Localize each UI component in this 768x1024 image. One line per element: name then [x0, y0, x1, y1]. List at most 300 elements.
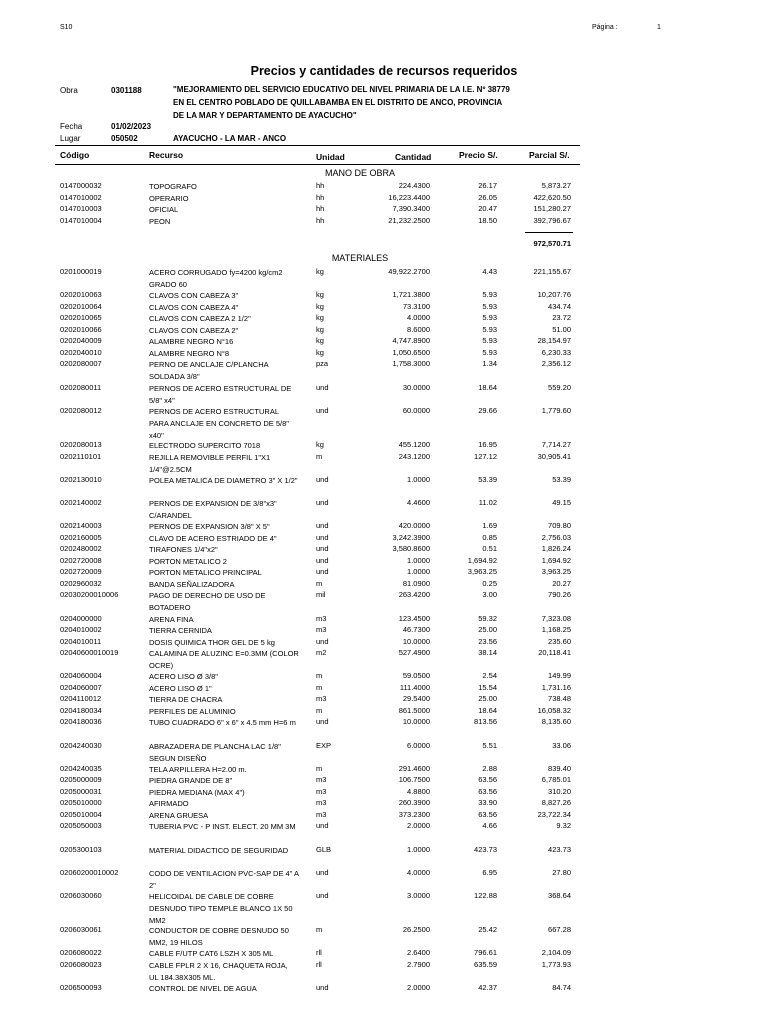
resource-price: 796.61 — [474, 948, 497, 958]
resource-code: 0202080007 — [60, 359, 102, 369]
resource-partial: 6,785.01 — [541, 775, 571, 785]
resource-partial: 30,905.41 — [537, 451, 571, 461]
resource-description: PERNOS DE ACERO ESTRUCTURAL PARA ANCLAJE EN CONCRETO DE 5/8" x40" — [149, 406, 289, 440]
resource-description: BANDA SEÑALIZADORA — [149, 579, 235, 589]
resource-description: OPERARIO — [149, 193, 189, 203]
resource-price: 2.88 — [482, 763, 497, 773]
resource-unit: m3 — [316, 613, 327, 623]
resource-description: PERNOS DE EXPANSION 3/8" X 5" — [149, 522, 270, 532]
resource-price: 38.14 — [478, 648, 497, 658]
resource-code: 0202040009 — [60, 336, 102, 346]
resource-unit: und — [316, 521, 329, 531]
obra-label: Obra — [60, 86, 78, 95]
resource-quantity: 224.4300 — [398, 181, 430, 190]
resource-description: CLAVOS CON CABEZA 4" — [149, 302, 239, 312]
resource-unit: und — [316, 544, 329, 554]
resource-quantity: 861.5000 — [398, 705, 430, 715]
resource-code: 0204110012 — [60, 694, 102, 704]
lugar-code: 050502 — [111, 134, 138, 143]
col-precio: Precio S/. — [459, 150, 498, 160]
resource-partial: 221,155.67 — [533, 267, 571, 276]
resource-unit: und — [316, 532, 329, 542]
resource-partial: 23.72 — [552, 313, 571, 323]
resource-code: 0205300103 — [60, 844, 102, 854]
resource-description: TUBERIA PVC - P INST. ELECT. 20 MM 3M — [149, 822, 296, 832]
resource-unit: kg — [316, 313, 324, 323]
resource-price: 127.12 — [474, 451, 497, 461]
resource-code: 0206030061 — [60, 925, 102, 935]
resource-unit: m3 — [316, 625, 327, 635]
resource-unit: und — [316, 890, 329, 900]
resource-partial: 434.74 — [548, 301, 571, 311]
resource-description: ELECTRODO SUPERCITO 7018 — [149, 441, 261, 451]
resource-description: CLAVOS CON CABEZA 3" — [149, 291, 239, 301]
resource-description: ALAMBRE NEGRO N°16 — [149, 337, 234, 347]
resource-quantity: 26.2500 — [402, 925, 430, 935]
resource-price: 25.00 — [478, 694, 497, 704]
resource-price: 25.42 — [478, 925, 497, 935]
resource-quantity: 4.0000 — [407, 313, 430, 323]
resource-price: 63.56 — [478, 786, 497, 796]
resource-code: 0202480002 — [60, 544, 102, 554]
resource-quantity: 111.4000 — [399, 682, 430, 692]
resource-price: 2.54 — [482, 671, 497, 681]
resource-unit: und — [316, 636, 329, 646]
resource-quantity: 243.1200 — [398, 451, 430, 461]
resource-unit: kg — [316, 347, 324, 357]
obra-code: 0301188 — [111, 86, 142, 95]
resource-unit: m3 — [316, 809, 327, 819]
resource-partial: 839.40 — [548, 763, 571, 773]
header-bottom-rule — [55, 164, 580, 165]
resource-code: 0204010002 — [60, 625, 102, 635]
fecha-value: 01/02/2023 — [111, 122, 152, 131]
section-materiales: MATERIALES — [331, 253, 389, 263]
resource-description: PORTON METALICO 2 — [149, 556, 227, 566]
resource-quantity: 1.0000 — [407, 474, 430, 484]
resource-unit: rll — [316, 960, 322, 969]
resource-quantity: 527.4900 — [398, 648, 430, 658]
resource-price: 4.43 — [482, 267, 497, 276]
resource-quantity: 1,721.3800 — [392, 290, 430, 300]
resource-code: 0206080023 — [60, 960, 102, 969]
resource-quantity: 373.2300 — [398, 809, 430, 819]
resource-code: 0205010004 — [60, 809, 102, 819]
resource-unit: kg — [316, 336, 324, 346]
resource-partial: 235.60 — [548, 636, 571, 646]
resource-code: 0147010002 — [60, 192, 102, 202]
resource-quantity: 30.0000 — [402, 382, 430, 392]
resource-partial: 8,135.60 — [541, 717, 571, 727]
resource-unit: kg — [316, 267, 324, 276]
resource-code: 0202010065 — [60, 313, 102, 323]
resource-partial: 667.28 — [548, 925, 571, 935]
resource-partial: 392,796.67 — [533, 215, 571, 225]
resource-code: 0206500093 — [60, 983, 102, 993]
resource-unit: m3 — [316, 798, 327, 808]
resource-code: 0204060007 — [60, 682, 102, 692]
resource-description: PIEDRA MEDIANA (MAX 4") — [149, 787, 245, 797]
resource-unit: kg — [316, 440, 324, 450]
resource-unit: pza — [316, 359, 329, 369]
resource-code: 0204240030 — [60, 740, 102, 750]
resource-unit: m — [316, 578, 323, 588]
resource-price: 26.17 — [478, 181, 497, 190]
resource-description: CLAVOS CON CABEZA 2 1/2" — [149, 314, 251, 324]
section-mano-de-obra: MANO DE OBRA — [324, 168, 395, 178]
resource-unit: und — [316, 382, 329, 392]
resource-unit: und — [316, 867, 329, 877]
resource-partial: 2,356.12 — [541, 359, 571, 369]
resource-price: 15.54 — [478, 682, 497, 692]
resource-partial: 23,722.34 — [537, 809, 571, 819]
resource-partial: 2,104.09 — [541, 948, 571, 958]
resource-partial: 20,118.41 — [538, 648, 571, 658]
resource-unit: m — [316, 763, 323, 773]
resource-unit: kg — [316, 290, 324, 300]
resource-partial: 49.15 — [552, 498, 571, 507]
resource-unit: hh — [316, 181, 325, 190]
resource-partial: 53.39 — [552, 474, 571, 484]
resource-code: 0202140003 — [60, 521, 102, 531]
resource-code: 0204010011 — [60, 636, 102, 646]
resource-quantity: 49,922.2700 — [388, 267, 430, 276]
resource-quantity: 46.7300 — [402, 625, 430, 635]
resource-code: 0202960032 — [60, 578, 102, 588]
resource-description: MATERIAL DIDACTICO DE SEGURIDAD — [149, 845, 289, 855]
lugar-label: Lugar — [60, 134, 81, 143]
resource-description: CLAVOS CON CABEZA 2" — [149, 325, 239, 335]
header-top-rule — [55, 145, 580, 146]
lugar-description: AYACUCHO - LA MAR - ANCO — [173, 134, 287, 143]
resource-quantity: 1,050.6500 — [392, 347, 430, 357]
resource-quantity: 123.4500 — [398, 613, 430, 623]
resource-unit: GLB — [316, 844, 332, 854]
resource-code: 02060200010002 — [60, 867, 119, 877]
resource-description: ACERO CORRUGADO fy=4200 kg/cm2 GRADO 60 — [149, 268, 283, 289]
resource-code: 0202720008 — [60, 555, 102, 565]
resource-price: 25.00 — [478, 625, 497, 635]
resource-description: CODO DE VENTILACION PVC-SAP DE 4" A 2" — [149, 868, 299, 890]
resource-price: 11.02 — [478, 498, 497, 507]
resource-description: TOPOGRAFO — [149, 182, 197, 191]
resource-quantity: 1,758.3000 — [392, 359, 430, 369]
resource-quantity: 3.0000 — [407, 890, 430, 900]
resource-code: 0147010003 — [60, 204, 102, 214]
resource-quantity: 4.4600 — [407, 498, 430, 507]
resource-unit: und — [316, 567, 329, 577]
resource-quantity: 73.3100 — [402, 301, 430, 311]
resource-price: 53.39 — [478, 474, 497, 484]
resource-partial: 423.73 — [548, 844, 571, 854]
resource-price: 20.47 — [478, 204, 497, 214]
col-parcial: Parcial S/. — [529, 150, 570, 160]
resource-description: PERNOS DE EXPANSION DE 3/8"x3" C/ARANDEL — [149, 499, 277, 520]
col-unidad: Unidad — [316, 152, 345, 162]
resource-quantity: 16,223.4400 — [388, 192, 430, 202]
resource-partial: 709.80 — [548, 521, 571, 531]
resource-description: PEON — [149, 216, 171, 226]
resource-quantity: 4.8800 — [407, 786, 430, 796]
resource-quantity: 81.0900 — [402, 578, 430, 588]
resource-description: ALAMBRE NEGRO N°8 — [149, 348, 230, 358]
page-label: Página : — [592, 24, 618, 31]
fecha-label: Fecha — [60, 122, 83, 131]
resource-quantity: 60.0000 — [402, 405, 430, 415]
resource-price: 5.93 — [482, 313, 497, 323]
resource-quantity: 29.5400 — [402, 694, 430, 704]
resource-partial: 16,058.32 — [537, 705, 571, 715]
resource-quantity: 4.0000 — [407, 867, 430, 877]
resource-partial: 1,694.92 — [541, 555, 571, 565]
page-title: Precios y cantidades de recursos requeridos — [250, 64, 518, 78]
resource-quantity: 455.1200 — [398, 440, 430, 450]
resource-code: 0202130010 — [60, 474, 102, 484]
resource-unit: m2 — [316, 648, 327, 658]
resource-partial: 559.20 — [548, 382, 571, 392]
resource-quantity: 6.0000 — [407, 740, 430, 750]
resource-quantity: 260.3900 — [398, 798, 430, 808]
resource-description: CABLE F/UTP CAT6 LSZH X 305 ML — [149, 949, 274, 959]
resource-code: 0202720009 — [60, 567, 102, 577]
resource-code: 02030200010006 — [60, 590, 119, 600]
resource-partial: 1,826.24 — [541, 544, 571, 554]
resource-quantity: 291.4600 — [398, 763, 430, 773]
resource-price: 122.88 — [474, 890, 497, 900]
resource-quantity: 1.0000 — [407, 567, 430, 577]
resource-partial: 7,323.08 — [541, 613, 571, 623]
resource-code: 0147010004 — [60, 215, 102, 225]
resource-unit: und — [316, 498, 329, 507]
resource-quantity: 7,390.3400 — [392, 204, 430, 214]
resource-quantity: 3,242.3900 — [392, 532, 430, 542]
resource-description: ACERO LISO Ø 1" — [149, 683, 212, 693]
resource-description: TUBO CUADRADO 6" x 6" x 4.5 mm H=6 m — [149, 718, 296, 728]
resource-unit: m — [316, 682, 323, 692]
resource-partial: 28,154.97 — [537, 336, 571, 346]
resource-quantity: 3,580.8600 — [392, 544, 430, 554]
resource-description: ARENA FINA — [149, 614, 194, 624]
resource-code: 0205050003 — [60, 821, 102, 831]
resource-quantity: 106.7500 — [398, 775, 430, 785]
resource-partial: 1,779.60 — [541, 405, 571, 415]
resource-price: 23.56 — [478, 636, 497, 646]
resource-price: 5.51 — [482, 740, 497, 750]
resource-partial: 790.26 — [548, 590, 571, 600]
resource-description: AFIRMADO — [149, 799, 189, 809]
resource-unit: rll — [316, 948, 322, 958]
resource-quantity: 21,232.2500 — [388, 215, 430, 225]
resource-description: OFICIAL — [149, 205, 179, 215]
resource-description: TIERRA CERNIDA — [149, 626, 212, 636]
resource-partial: 3,963.25 — [541, 567, 571, 577]
resource-price: 63.56 — [478, 775, 497, 785]
resource-code: 0204240035 — [60, 763, 102, 773]
col-codigo: Código — [60, 150, 90, 160]
resource-description: HELICOIDAL DE CABLE DE COBRE DESNUDO TIPO TEMPLE BLANCO 1X 50 MM2 — [149, 891, 293, 925]
resource-price: 16.95 — [478, 440, 497, 450]
resource-price: 5.93 — [482, 347, 497, 357]
resource-description: TIRAFONES 1/4"x2" — [149, 545, 218, 555]
resource-price: 0.51 — [482, 544, 497, 554]
resource-description: PIEDRA GRANDE DE 8" — [149, 776, 233, 786]
resource-partial: 1,168.25 — [541, 625, 571, 635]
resource-partial: 27.80 — [552, 867, 571, 877]
resource-description: ARENA GRUESA — [149, 810, 209, 820]
resource-code: 0147000032 — [60, 181, 102, 190]
resource-partial: 310.20 — [548, 786, 571, 796]
resource-quantity: 8.6000 — [407, 324, 430, 334]
resource-price: 5.93 — [482, 301, 497, 311]
resource-price: 18.64 — [478, 705, 497, 715]
col-recurso: Recurso — [149, 150, 184, 160]
resource-quantity: 10.0000 — [402, 717, 430, 727]
resource-description: TIERRA DE CHACRA — [149, 695, 223, 705]
resource-unit: m3 — [316, 775, 327, 785]
resource-quantity: 10.0000 — [402, 636, 430, 646]
report-code: S10 — [60, 24, 73, 31]
resource-unit: m — [316, 925, 323, 935]
resource-code: 0206080022 — [60, 948, 102, 958]
resource-price: 635.59 — [474, 960, 497, 969]
resource-code: 0202160005 — [60, 532, 102, 542]
resource-quantity: 420.0000 — [398, 521, 430, 531]
resource-description: DOSIS QUIMICA THOR GEL DE 5 kg — [149, 637, 275, 647]
resource-code: 0206030060 — [60, 890, 102, 900]
resource-partial: 422,620.50 — [533, 192, 571, 202]
resource-price: 59.32 — [478, 613, 497, 623]
resource-unit: hh — [316, 215, 325, 225]
resource-price: 1.34 — [482, 359, 497, 369]
resource-code: 0204000000 — [60, 613, 102, 623]
resource-price: 26.05 — [478, 192, 497, 202]
resource-code: 0202080012 — [60, 405, 102, 415]
resource-quantity: 2.7900 — [407, 960, 430, 969]
resource-price: 42.37 — [478, 983, 497, 993]
resource-price: 6.95 — [482, 867, 497, 877]
resource-partial: 7,714.27 — [541, 440, 571, 450]
resource-description: PERFILES DE ALUMINIO — [149, 706, 236, 716]
resource-price: 18.64 — [478, 382, 497, 392]
resource-price: 423.73 — [474, 844, 497, 854]
subtotal-rule — [525, 232, 573, 233]
resource-code: 0204060004 — [60, 671, 102, 681]
resource-description: CABLE FPLR 2 X 16, CHAQUETA ROJA, UL 184.38X305 ML. — [149, 961, 288, 982]
resource-description: ABRAZADERA DE PLANCHA LAC 1/8" SEGUN DISEÑO — [149, 741, 281, 763]
resource-price: 5.93 — [482, 324, 497, 334]
resource-partial: 368.64 — [548, 890, 571, 900]
resource-code: 0202080011 — [60, 382, 102, 392]
resource-description: PORTON METALICO PRINCIPAL — [149, 568, 262, 578]
resource-description: PERNOS DE ACERO ESTRUCTURAL DE 5/8" x4" — [149, 383, 292, 405]
resource-price: 29.66 — [478, 405, 497, 415]
obra-description: "MEJORAMIENTO DEL SERVICIO EDUCATIVO DEL NIVEL PRIMARIA DE LA I.E. Nº 38779 EN EL CENTRO POBLADO DE QUILLABAMBA EN EL DISTRITO DE ANCO, PROVINCIA DE LA MAR Y DEPARTAMENTO DE AYACUCHO" — [173, 85, 510, 120]
resource-description: REJILLA REMOVIBLE PERFIL 1"X1 1/4"@2.5CM — [149, 452, 271, 474]
resource-unit: EXP — [316, 740, 332, 750]
resource-code: 0205000031 — [60, 786, 102, 796]
resource-unit: m — [316, 451, 323, 461]
resource-quantity: 263.4200 — [398, 590, 430, 600]
resource-partial: 33.06 — [552, 740, 571, 750]
resource-description: CONTROL DE NIVEL DE AGUA — [149, 984, 257, 994]
resource-quantity: 1.0000 — [407, 844, 430, 854]
resource-price: 813.56 — [474, 717, 497, 727]
resource-price: 0.85 — [482, 532, 497, 542]
resource-description: TELA ARPILLERA H=2.00 m. — [149, 764, 247, 774]
resource-partial: 20.27 — [552, 578, 571, 588]
col-cantidad: Cantidad — [395, 152, 432, 162]
resource-price: 3.00 — [482, 590, 497, 600]
page-number: 1 — [657, 24, 661, 31]
resource-unit: und — [316, 983, 329, 993]
resource-description: CONDUCTOR DE COBRE DESNUDO 50 MM2, 19 HILOS — [149, 926, 289, 948]
resource-unit: mil — [316, 590, 326, 600]
resource-unit: m3 — [316, 694, 327, 704]
resource-description: POLEA METALICA DE DIAMETRO 3" X 1/2" — [149, 475, 298, 485]
resource-quantity: 4,747.8900 — [392, 336, 430, 346]
resource-price: 5.93 — [482, 336, 497, 346]
resource-code: 0202010064 — [60, 301, 102, 311]
resource-unit: hh — [316, 192, 325, 202]
resource-price: 0.25 — [482, 578, 497, 588]
resource-partial: 8,827.26 — [541, 798, 571, 808]
resource-quantity: 2.6400 — [407, 948, 430, 958]
resource-partial: 149.99 — [548, 671, 571, 681]
resource-partial: 1,731.16 — [541, 682, 571, 692]
resource-description: PERNO DE ANCLAJE C/PLANCHA SOLDADA 3/8" — [149, 360, 269, 382]
resource-code: 0202010066 — [60, 324, 102, 334]
resource-unit: und — [316, 555, 329, 565]
resource-description: CLAVO DE ACERO ESTRIADO DE 4" — [149, 533, 277, 543]
resource-description: ACERO LISO Ø 3/8" — [149, 672, 218, 682]
resource-price: 4.66 — [482, 821, 497, 831]
resource-partial: 1,773.93 — [541, 960, 571, 969]
resource-partial: 2,756.03 — [541, 532, 571, 542]
resource-partial: 738.48 — [548, 694, 571, 704]
resource-unit: m3 — [316, 786, 327, 796]
resource-code: 0202140002 — [60, 498, 102, 507]
resource-unit: und — [316, 717, 329, 727]
resource-partial: 5,873.27 — [541, 181, 571, 190]
resource-unit: m — [316, 671, 323, 681]
resource-code: 0204180034 — [60, 705, 102, 715]
resource-code: 0202040010 — [60, 347, 102, 357]
resource-unit: kg — [316, 301, 324, 311]
resource-quantity: 2.0000 — [407, 983, 430, 993]
mano-de-obra-subtotal: 972,570.71 — [533, 239, 571, 248]
resource-unit: m — [316, 705, 323, 715]
resource-price: 63.56 — [478, 809, 497, 819]
resource-quantity: 59.0500 — [402, 671, 430, 681]
resource-price: 3,963.25 — [467, 567, 497, 577]
resource-unit: und — [316, 821, 329, 831]
resource-quantity: 2.0000 — [407, 821, 430, 831]
resource-unit: kg — [316, 324, 324, 334]
resource-quantity: 1.0000 — [407, 555, 430, 565]
resource-price: 33.90 — [478, 798, 497, 808]
resource-description: PAGO DE DERECHO DE USO DE BOTADERO — [149, 591, 266, 613]
resource-code: 0202080013 — [60, 440, 102, 450]
resource-unit: und — [316, 474, 329, 484]
resource-partial: 10,207.76 — [537, 290, 571, 300]
resource-code: 0205000009 — [60, 775, 102, 785]
resource-code: 0202110101 — [60, 451, 102, 461]
resource-partial: 6,230.33 — [541, 347, 571, 357]
resource-price: 18.50 — [478, 215, 497, 225]
resource-description: CALAMINA DE ALUZINC E=0.3MM (COLOR OCRE) — [149, 649, 299, 671]
resource-code: 0201000019 — [60, 267, 102, 276]
resource-partial: 51.00 — [552, 324, 571, 334]
